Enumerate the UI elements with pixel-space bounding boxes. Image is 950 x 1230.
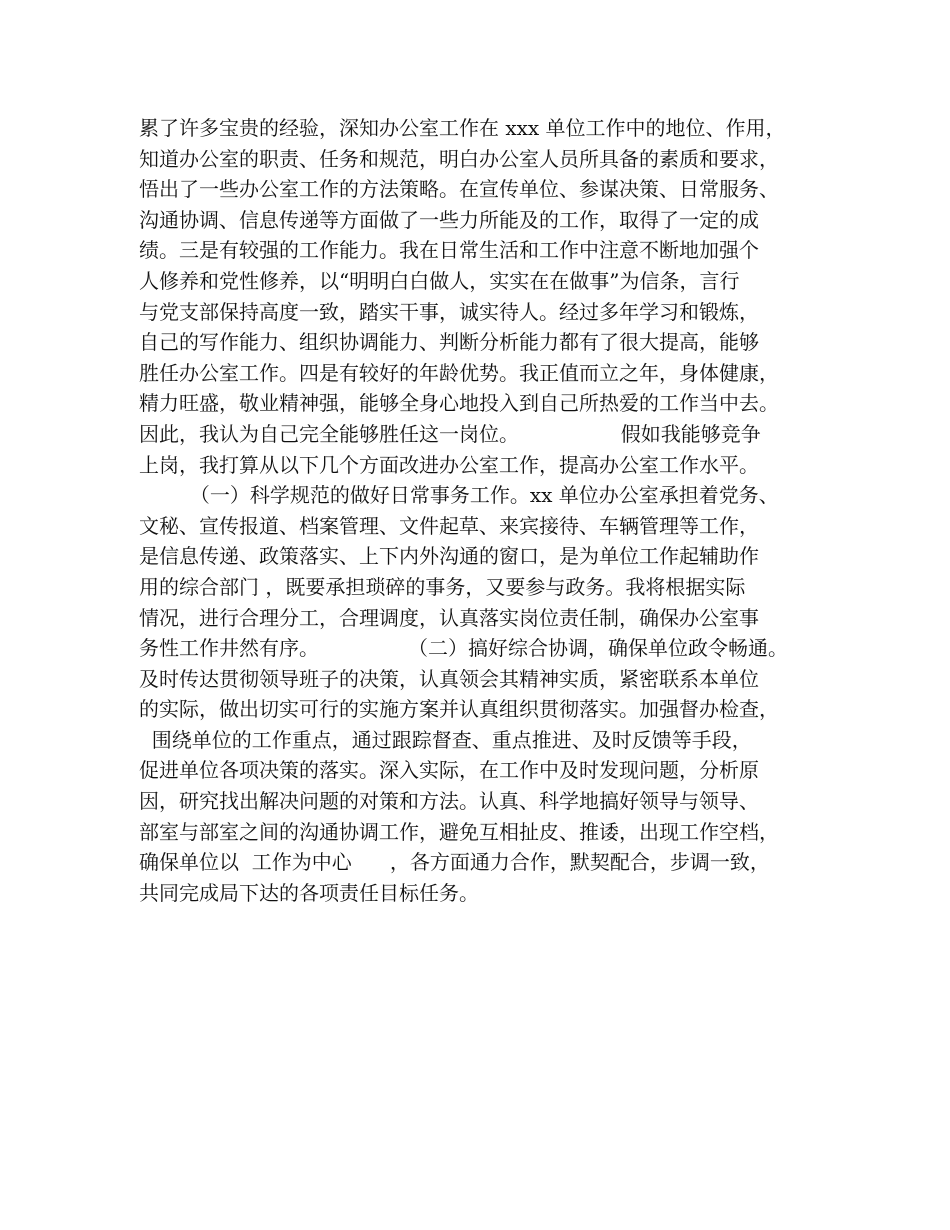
text-line: 促进单位各项决策的落实。深入实际，在工作中及时发现问题，分析原 [139,758,759,783]
text-line: 文秘、宣传报道、档案管理、文件起草、来宾接待、车辆管理等工作， [139,513,759,538]
text-line: 部室与部室之间的沟通协调工作，避免互相扯皮、推诿，出现工作空档， [139,819,779,844]
text-line: 确保单位以 工作为中心 ，各方面通力合作，默契配合，步调一致， [139,850,770,875]
text-line: 与党支部保持高度一致，踏实干事，诚实待人。经过多年学习和锻炼， [139,299,759,324]
text-line: 悟出了一些办公室工作的方法策略。在宣传单位、参谋决策、日常服务、 [139,177,779,202]
text-line: 沟通协调、信息传递等方面做了一些力所能及的工作，取得了一定的成 [139,207,759,232]
text-line: 因此，我认为自己完全能够胜任这一岗位。 假如我能够竞争 [139,421,761,446]
text-line: 共同完成局下达的各项责任目标任务。 [139,880,479,905]
text-line: 用的综合部门 ，既要承担琐碎的事务，又要参与政务。我将根据实际 [139,574,746,599]
text-line: （一）科学规范的做好日常事务工作。xx 单位办公室承担着党务、 [139,483,779,508]
text-line: 是信息传递、政策落实、上下内外沟通的窗口，是为单位工作起辅助作 [139,544,759,569]
text-line: 的实际，做出切实可行的实施方案并认真组织贯彻落实。加强督办检查， [139,697,779,722]
text-line: 知道办公室的职责、任务和规范，明白办公室人员所具备的素质和要求， [139,146,779,171]
text-line: 精力旺盛，敬业精神强，能够全身心地投入到自己所热爱的工作当中去。 [139,391,779,416]
text-line: 因，研究找出解决问题的对策和方法。认真、科学地搞好领导与领导、 [139,789,759,814]
text-line: 及时传达贯彻领导班子的决策，认真领会其精神实质，紧密联系本单位 [139,666,759,691]
text-line: 胜任办公室工作。四是有较好的年龄优势。我正值而立之年，身体健康， [139,360,779,385]
text-line: 务性工作井然有序。 （二）搞好综合协调，确保单位政令畅通。 [139,636,789,661]
body-text [139,113,839,908]
text-line: 人修养和党性修养，以“明明白白做人，实实在在做事”为信条，言行 [139,268,740,293]
text-line: 上岗，我打算从以下几个方面改进办公室工作，提高办公室工作水平。 [139,452,759,477]
text-line: 累了许多宝贵的经验，深知办公室工作在 xxx 单位工作中的地位、作用， [139,116,786,140]
text-line: 围绕单位的工作重点，通过跟踪督查、重点推进、及时反馈等手段， [139,727,752,752]
text-line: 自己的写作能力、组织协调能力、判断分析能力都有了很大提高，能够 [139,330,759,355]
text-line: 情况，进行合理分工，合理调度，认真落实岗位责任制，确保办公室事 [139,605,759,630]
text-line: 绩。三是有较强的工作能力。我在日常生活和工作中注意不断地加强个 [139,238,759,263]
